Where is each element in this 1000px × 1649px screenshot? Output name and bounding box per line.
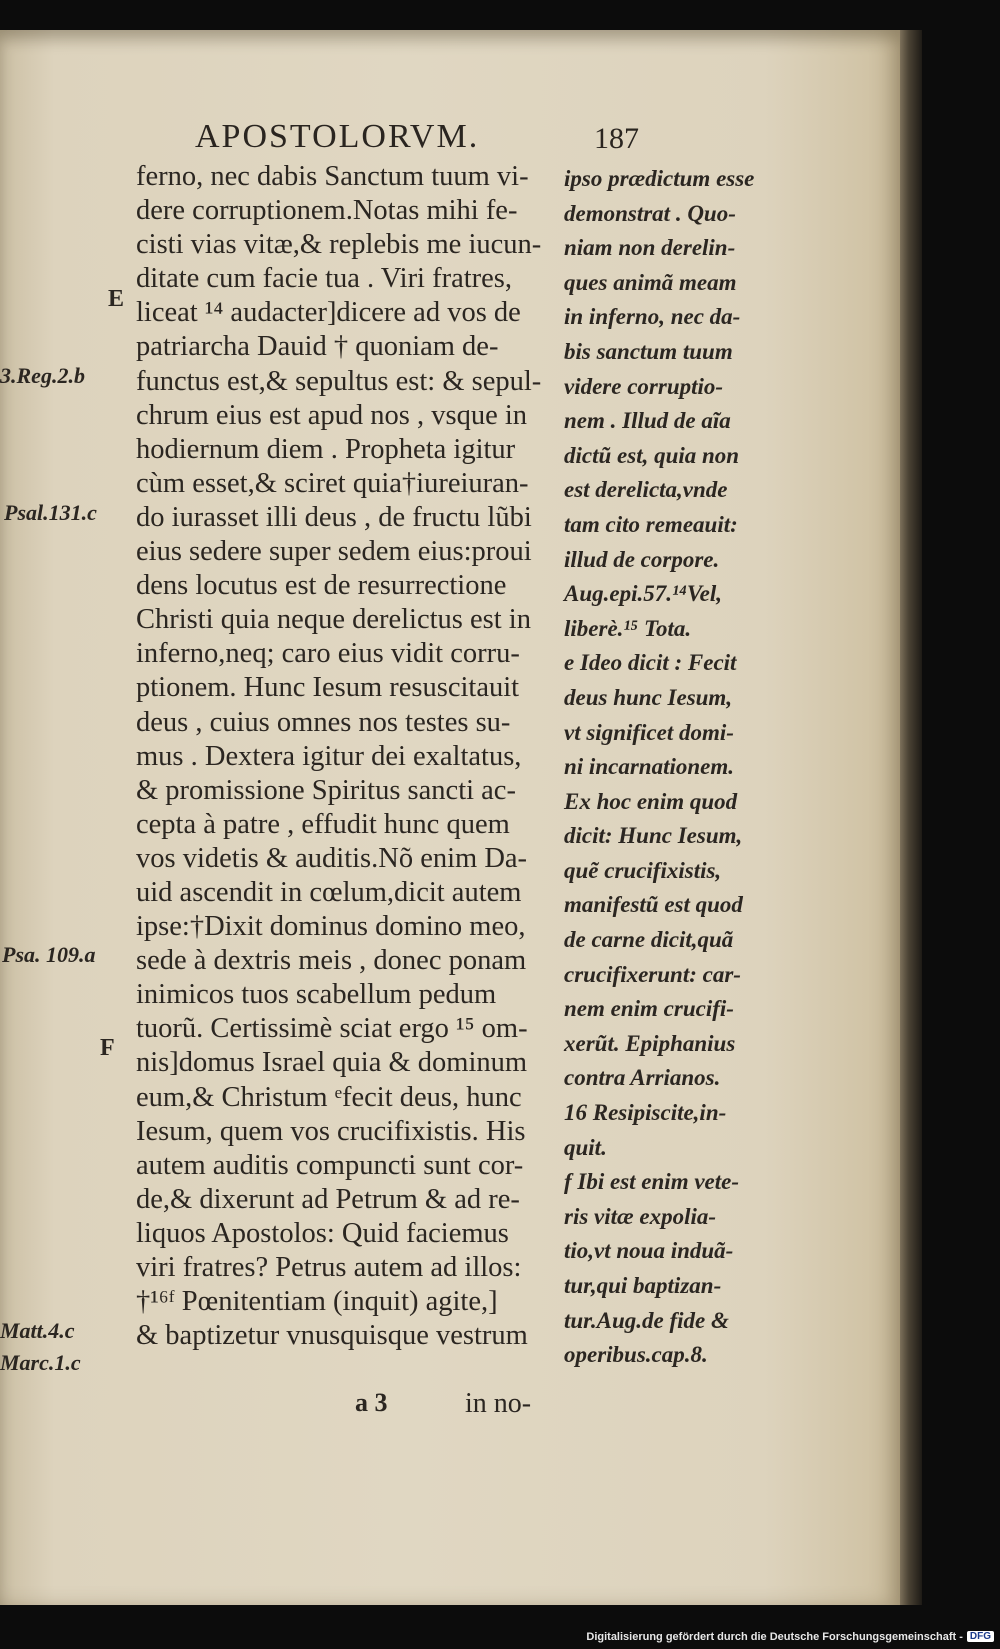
text-line: inferno,neq; caro eius vidit corru- [136, 638, 520, 670]
text-line: deus , cuius omnes nos testes su- [136, 706, 511, 738]
gloss-line: illud de corpore. [564, 546, 720, 572]
text-line: viri fratres? Petrus autem ad illos: [136, 1252, 522, 1283]
margin-reference: Matt.4.c [0, 1318, 75, 1343]
gloss-line: quit. [564, 1134, 607, 1160]
gloss-line: nem . Illud de aĩa [564, 408, 731, 434]
margin-reference: Psal.131.c [4, 500, 97, 525]
gloss-line: xerũt. Epiphanius [564, 1030, 736, 1056]
margin-reference: Marc.1.c [0, 1350, 81, 1375]
text-line: Iesum, quem vos crucifixistis. His [136, 1115, 526, 1147]
gloss-line: ipso prædictum esse [564, 166, 755, 191]
marginal-gloss-column [564, 162, 809, 1373]
text-line: sede à dextris meis , donec ponam [136, 945, 527, 977]
text-line: & baptizetur vnusquisque vestrum [136, 1320, 528, 1352]
gloss-line: tur.Aug.de fide & [564, 1307, 729, 1333]
gloss-line: 16 Resipiscite,in- [564, 1100, 727, 1126]
dfg-logo-icon: DFG [967, 1631, 994, 1642]
gloss-line: vt significet domi- [564, 719, 734, 745]
gloss-line: f Ibi est enim vete- [564, 1169, 740, 1195]
book-page [0, 30, 900, 1605]
gloss-line: ni incarnationem. [564, 754, 734, 780]
running-header: APOSTOLORVM. [195, 118, 480, 155]
gloss-line: tam cito remeauit: [564, 511, 738, 537]
gloss-line: deus hunc Iesum, [564, 684, 733, 710]
gloss-line: demonstrat . Quo- [564, 200, 736, 226]
text-line: eum,& Christum ᵉfecit deus, hunc [136, 1081, 522, 1113]
gloss-line: niam non derelin- [564, 235, 736, 261]
text-line: patriarcha Dauid † quoniam de- [136, 331, 499, 363]
gloss-line: dicit: Hunc Iesum, [564, 823, 743, 849]
gloss-line: in inferno, nec da- [564, 304, 741, 330]
margin-letter-f: F [100, 1035, 115, 1061]
text-line: tuorũ. Certissimè sciat ergo ¹⁵ om- [136, 1013, 528, 1045]
text-line: uid ascendit in cœlum,dicit autem [136, 876, 522, 908]
gloss-line: videre corruptio- [564, 373, 724, 399]
text-line: ferno, nec dabis Sanctum tuum vi- [136, 161, 529, 192]
gloss-line: crucifixerunt: car- [564, 961, 741, 987]
text-line: chrum eius est apud nos , vsque in [136, 399, 528, 431]
page-edge [900, 30, 922, 1605]
footer-credit: Digitalisierung gefördert durch die Deutsche Forschungsgemeinschaft - [586, 1630, 963, 1643]
text-line: cùm esset,& sciret quia†iureiuran- [136, 467, 529, 499]
catchword: in no- [465, 1388, 532, 1419]
text-line: de,& dixerunt ad Petrum & ad re- [136, 1183, 520, 1215]
gloss-line: ques animã meam [564, 269, 737, 295]
text-line: autem auditis compuncti sunt cor- [136, 1149, 524, 1181]
gloss-line: bis sanctum tuum [564, 338, 733, 364]
text-line: liceat ¹⁴ audacter]dicere ad vos de [136, 297, 521, 329]
gloss-line: liberè.¹⁵ Tota. [564, 615, 692, 641]
gloss-line: tur,qui baptizan- [564, 1273, 722, 1298]
text-line: eius sedere super sedem eius:proui [136, 536, 532, 568]
page-number: 187 [594, 122, 639, 155]
text-line: mus . Dextera igitur dei exaltatus, [136, 740, 522, 772]
text-line: nis]domus Israel quia & dominum [136, 1047, 528, 1079]
margin-letter-e: E [108, 286, 125, 312]
signature-mark: a 3 [355, 1388, 388, 1417]
text-line: do iurasset illi deus , de fructu lũbi [136, 501, 532, 533]
text-line: Christi quia neque derelictus est in [136, 604, 531, 636]
gloss-line: contra Arrianos. [564, 1065, 721, 1091]
gloss-line: dictũ est, quia non [564, 442, 740, 468]
text-line: dere corruptionem.Notas mihi fe- [136, 195, 518, 227]
gloss-line: Ex hoc enim quod [564, 788, 738, 814]
margin-reference: 3.Reg.2.b [0, 363, 85, 388]
gloss-line: de carne dicit,quã [564, 927, 734, 953]
gloss-line: tio,vt noua induã- [564, 1238, 734, 1264]
gloss-line: manifestũ est quod [564, 892, 743, 918]
gloss-line: Aug.epi.57.¹⁴Vel, [564, 581, 723, 607]
gloss-line: e Ideo dicit : Fecit [564, 650, 737, 676]
gloss-line: nem enim crucifi- [564, 996, 734, 1022]
text-line: cisti vias vitæ,& replebis me iucun- [136, 229, 542, 261]
text-line: vos videtis & auditis.Nõ enim Da- [136, 842, 528, 874]
text-line: & promissione Spiritus sancti ac- [136, 774, 516, 806]
digitization-footer [0, 1624, 1000, 1649]
text-line: hodiernum diem . Propheta igitur [136, 433, 516, 465]
text-line: ptionem. Hunc Iesum resuscitauit [136, 672, 520, 704]
margin-reference: Psa. 109.a [2, 942, 96, 967]
main-text-column [136, 160, 556, 1353]
text-line: functus est,& sepultus est: & sepul- [136, 365, 542, 397]
gloss-line: ris vitæ expolia- [564, 1203, 717, 1229]
text-line: ipse:†Dixit dominus domino meo, [136, 911, 526, 943]
gloss-line: operibus.cap.8. [564, 1342, 708, 1368]
text-line: dens locutus est de resurrectione [136, 570, 507, 602]
text-line: cepta à patre , effudit hunc quem [136, 808, 510, 840]
text-line: ditate cum facie tua . Viri fratres, [136, 263, 513, 295]
text-line: inimicos tuos scabellum pedum [136, 979, 497, 1011]
gloss-line: quẽ crucifixistis, [564, 857, 722, 883]
text-line: liquos Apostolos: Quid faciemus [136, 1217, 509, 1249]
gloss-line: est derelicta,vnde [564, 477, 728, 503]
text-line: †¹⁶ᶠ Pœnitentiam (inquit) agite,] [136, 1286, 498, 1318]
